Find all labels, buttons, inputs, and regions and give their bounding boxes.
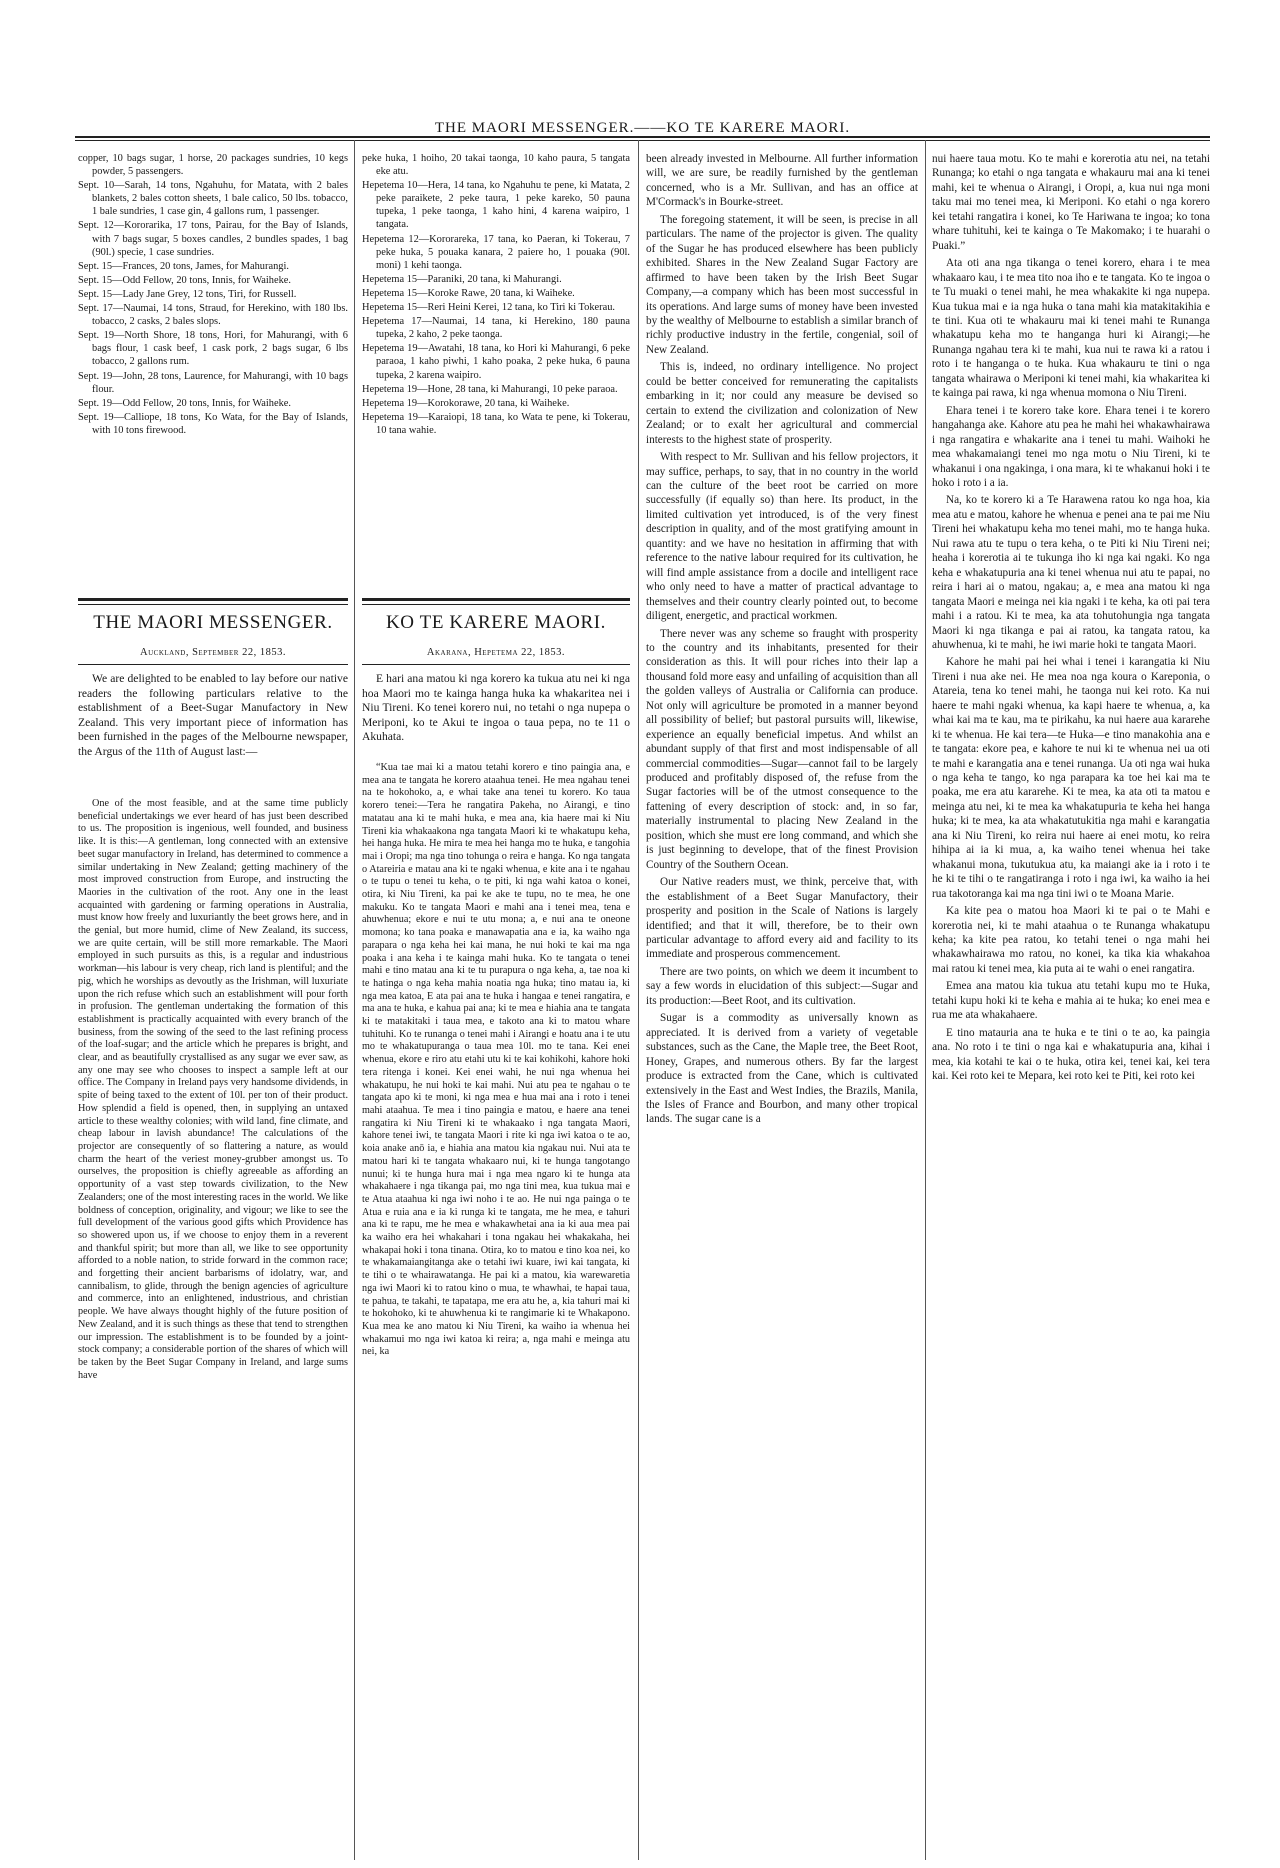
shipping-entry: Sept. 15—Odd Fellow, 20 tons, Innis, for Waiheke. — [78, 274, 292, 286]
dateline-en: Auckland, September 22, 1853. — [140, 647, 286, 658]
shipping-entry: Sept. 15—Frances, 20 tons, James, for Mahurangi. — [78, 260, 289, 272]
column-divider — [925, 140, 926, 1860]
article-paragraph: This is, indeed, no ordinary intelligence. No project could be better conceived for remunerating the capitalists embarking in it; nor could any measure be devised so certain to extend the civilization and colonization of New Zealand; or to exalt her agricultural and commercial interests to the highest state of prosperity. — [646, 361, 918, 446]
masthead-en: THE MAORI MESSENGER. — [93, 612, 333, 633]
shipping-entry: Sept. 19—North Shore, 18 tons, Hori, for Mahurangi, with 6 bags flour, 1 cask beef, 1 cask pork, 2 bags sugar, 6 lbs tobacco, 2 gallons rum. — [78, 330, 348, 368]
shipping-entry: Hepetema 19—Hone, 28 tana, ki Mahurangi, 10 peke paraoa. — [362, 383, 618, 395]
masthead-rule — [78, 604, 348, 605]
article-body-en — [78, 798, 348, 1838]
article-paragraph: E tino matauria ana te huka e te tini o te ao, ka paingia ana. No roto i te tini o nga kai e whakatupuria ana, kihai i mea, kia kotahi te kai o te huka, otira kei, tenei kai, kei tera kai. Kei roto kei te Mepara, kei roto kei te Piti, kei roto kei — [932, 1026, 1210, 1083]
dateline-rule — [362, 664, 630, 665]
shipping-entry: copper, 10 bags sugar, 1 horse, 20 packages sundries, 10 kegs powder, 5 passengers. — [78, 153, 348, 178]
header-rule — [75, 136, 1210, 138]
shipping-entry: Sept. 19—Odd Fellow, 20 tons, Innis, for Waiheke. — [78, 397, 292, 409]
article-paragraph: Sugar is a commodity as universally known as appreciated. It is derived from a variety of vegetable substances, such as the Cane, the Maple tree, the Beet Root, Honey, Grapes, and numerous others. By far the largest produce is extracted from the Cane, which is cultivated extensively in the East and West Indies, the Brazils, Manila, the Isles of France and Bourbon, and many other tropical lands. The sugar cane is a — [646, 1012, 918, 1126]
article-paragraph: There are two points, on which we deem it incumbent to say a few words in elucidation of this subject:—Sugar and its production:—Beet Root, and its cultivation. — [646, 965, 918, 1007]
article-paragraph: Kahore he mahi pai hei whai i tenei i karangatia ki Niu Tireni i nua ake nei. He mea noa nga koura o Kareponia, o Atareia, tena ko tenei mahi, he taonga nui kei roto. Ka nui haere te mahi ngaki whenua, ka kapi haere te whenua, a, ka whai kai ma te kau, ma te pirikahu, ka nui haere aua kararehe ki te whenua. He kai tera—te Huka—e tino manakohia ana e te tangata: ekore pea, e kahore te nui ki te whenua nei ua oti te mahi e karangatia ana e tenei runanga. Ua oti nga wai huka o nga keha te tango, ko nga parapara ka toe hei kai ma te poaka, me era atu kararehe. Ki te mea, ka ata oti ta matou e meinga atu nei, ki te mea ka whakatupuria te keha hei hanga huka; ki te mea, ka ata whakatutukitia nga mahi e karangatia ana ki Niu Tireni, ko reira nui haere ai enei motu, ko reira hihipa ai ia ki mua, a, ka waiho tenei whenua hei take whakanui mona, tukutukua atu, ka maiangi ake ia i roto i te he ki te tihi o te rangatiranga i roto i nga iwi, ka waiho ia hei rua takotoranga kai ma nga tini iwi o te Moana Marie. — [932, 656, 1210, 900]
masthead-mi: KO TE KARERE MAORI. — [385, 612, 607, 633]
article-paragraph: There never was any scheme so fraught with prosperity to the country and its inhabitants, presented for their consideration as this. It will pour riches into their lap a thousand fold more easy and unfailing of acquisition than all the golden valleys of Australia or California can produce. Not only will agriculture be promoted in a manner beyond all possibility of belief; but pastoral pursuits will, likewise, experience an equally beneficial impetus. And whilst an abundant supply of that first and most indispensable of all commercial commodities—Sugar—cannot fail to be largely produced and profitably disposed of, the refuse from the Sugar factories will be of the utmost consequence to the fattening of every description of stock: and, in so far, materially instrumental to placing New Zealand in the position, which she must ere long command, and which she is just beginning to develope, that of the finest Provision Country of the Southern Ocean. — [646, 627, 918, 871]
dateline-mi: Akarana, Hepetema 22, 1853. — [426, 647, 566, 658]
shipping-entry: Sept. 19—John, 28 tons, Laurence, for Mahurangi, with 10 bags flour. — [78, 370, 348, 395]
dateline-rule — [78, 664, 348, 665]
page-header: THE MAORI MESSENGER.——KO TE KARERE MAORI. — [434, 120, 851, 136]
shipping-entry: Hepetema 15—Koroke Rawe, 20 tana, ki Waiheke. — [362, 287, 575, 299]
shipping-entry: Sept. 17—Naumai, 14 tons, Straud, for Herekino, with 180 lbs. tobacco, 2 casks, 2 bales slops. — [78, 303, 348, 328]
article-paragraph: Ehara tenei i te korero take kore. Ehara tenei i te korero hangahanga ake. Kahore atu pea he mahi hei whakawhairawa i nga rangatira e whakarite ana i tenei tu mahi. Waihoki he mea whakamaiangi tenei mo nga motu o Niu Tireni, ki te whakanui i ona ngakinga, i ona mara, ki te whakanui hoki i te hoko i roto i a ia. — [932, 404, 1210, 489]
article-col3-en — [646, 152, 918, 1838]
article-paragraph: been already invested in Melbourne. All further information will, we are sure, be readily furnished by the gentleman concerned, who is a Mr. Sullivan, and has an office at M'Cormack's in Bourke-street. — [646, 153, 918, 209]
article-paragraph: Na, ko te korero ki a Te Harawena ratou ko nga hoa, kia mea atu e matou, kahore he whenua e penei ana te pai me Niu Tireni hei whakatupu keha mo tenei mahi, mo te hanga huka. Nui rawa atu te tupu o tera keha, o te Piti ki Niu Tireni nei; heaha i korerotia ai te tukunga iho ki nga kai ngaki. Ko nga keha e whakatupuria ana ki tenei whenua nui atu te papai, no reira i hari ai o matou, ngakau; a, e mea ana matou ki nga tangata Maori e meinga nei kia ngaki i te keha, ka oti pai tera mahi i a ratou. Ki te mea, ka ata tohutohungia nga tangata Maori ki nga tikanga e pai ai ratou, ka tangata ratou, ka ahuwhenua, ki te mahi, he iwi marie hoki te tangata Maori. — [932, 494, 1210, 651]
article-paragraph: nui haere taua motu. Ko te mahi e korerotia atu nei, na tetahi Runanga; ko etahi o nga tangata e whakauru mai ana ki tenei mahi, kei te whenua o Airangi, i Oropi, a, kua nui nga moni taku mai mo tenei mea, ki Meriponi. Ko etahi o nga korero kei tetahi rangatira i konei, ko Te Hariwana te ingoa; ko tona whare tuhituhi, kei te kainga o Te Makomako; i te huarahi o Puaki.” — [932, 153, 1210, 252]
shipping-entry: Sept. 19—Calliope, 18 tons, Ko Wata, for the Bay of Islands, with 10 tons firewood. — [78, 411, 348, 436]
shipping-list-en — [78, 152, 348, 592]
column-divider — [638, 140, 639, 1860]
article-paragraph: With respect to Mr. Sullivan and his fellow projectors, it may suffice, perhaps, to say, that in no country in the world can the culture of the beet root be carried on more successfully (if equally so) than here. Its product, in the limited cultivation yet introduced, is of the very finest description in quality, and of the most gratifying amount in quantity: and we have no hesitation in affirming that with reference to the native labour required for its cultivation, he will find ample assistance from a docile and intelligent race who only need to have a matter of practical advantage to themselves and their country clearly pointed out, to become diligent, energetic, and practical workmen. — [646, 451, 918, 623]
shipping-entry: Sept. 10—Sarah, 14 tons, Ngahuhu, for Matata, with 2 bales blankets, 2 bales cotton sheets, 1 bale calico, 50 lbs. tobacco, 1 bale sundries, 1 case gin, 4 gallons rum, 1 passenger. — [78, 180, 348, 218]
article-paragraph: “Kua tae mai ki a matou tetahi korero e tino paingia ana, e mea ana te tangata he korero ataahua tenei. He mea ngahau tenei na te hokohoko, a, e whai take ana tenei tu korero. Ko taua korero tenei:—Tera he rangatira Pakeha, no Airangi, e tino matatau ana ki te mahi huka, e mea ana, kia haere mai ki Niu Tireni kia whakaakona nga tangata Maori ki te whakatupu keha, hei hanga huka. He mira te mea hei hanga mo te huka, e tangohia mai i Oropi; ma nga tino tohunga o reira e hanga. Ko nga tangata o Atareiria e matau ana ki te ngaki whenua, e kite ana i te ngahau o te tupu o tenei tu keha, o te piti, ki nga wahi katoa o konei, otira, ki Niu Tireni, ka pai ke ake te tupu, no te mea, he one makuku. Ko te tangata Maori e mahi ana i tenei mea, tena e ahuwhenua; ekore e nui te utu mona; a, e nui ana te oneone momona; ko tana poaka e manawapatia ana e ia, ka waiho nga parapara o nga keha hei kai mana, he nui hoki te kai ma nga poaka i ana keha i te kainga mahi huka. Ko te tangata o tenei mahi e tino matau ana ki te tu purapura o nga keha, a, tae noa ki te hatinga o nga keha mahia noatia nga huka; tino matau ia, ki nga mea katoa, E ata pai ana te huka i hangaa e tenei rangatira, e ma ana te huka, e kahua pai ana; ki te mea e hiahia ana te tangata ki te matakitaki i taua mea, e takoto ana ki to matou whare tuhituhi. Ko te runanga o tenei mahi i Airangi e hoatu ana i te utu mo te whakatupuranga o taua mea 10l. mo te tana. Kei enei whenua, ekore e riro atu etahi utu ki te kai kohikohi, kahore hoki tera ritenga i konei. Kei enei wahi, he nui nga whenua hei whakatupu, he nui hoki te kai mahi. Nui atu pea te ngahau o te tangata apo ki te moni, ki nga mea e hua mai ana i roto i tenei mahi ataahua. Te mea i tino paingia e matou, e haere ana tenei rangatira ki Niu Tireni ki te whakaako i nga tangata Maori, kahore tenei iwi, te tangata Maori i rite ki nga iwi katoa o te ao, koia anake anō ia, e hiahia ana matou kia ngakau nui. Nui ata te matou hari ki te tangata whakaaro nui, ki te hunga tangotango nunui; ki te hunga hura mai i nga mea ngaro ki te hunga ata whakahaere i nga tikanga pai, mo nga tini mea, kua tukua mai e te Atua ataahua ki nga iwi noho i te ao. He nui nga painga o te Atua e ruia ana e ia ki runga ki te tangata, me he mea, e tahuri ana ki te rapu, me he mea e whakawhetai ana ia ki aua mea pai ka waiho era hei whakahari i tona ngakau hei whakakaha, hei whakapai hoki i tona tinana. Otira, ko to matou e tino koa nei, ko te whakamaiangitanga ake o tetahi iwi kuare, iwi kai tangata, ki te tihi o te whairawatanga. He pai ki a matou, kia warewaretia nga iwi Maori ki to ratou kino o mua, te whawhai, te hapai taua, te pahua, te takahi, te tapatapa, me era atu he, a, kia tahuri mai ki te hokohoko, ki te ahuwhenua ki te rangimarie ki te Whakapono. Kua mea ke ano matou ki Niu Tireni, ka waiho ia whenua hei whakamui mo nga iwi katoa ki reira; a, nga mahi e meinga atu nei, ka — [362, 762, 630, 1358]
shipping-entry: Hepetema 15—Paraniki, 20 tana, ki Mahurangi. — [362, 273, 562, 285]
column-divider — [354, 140, 355, 1860]
lead-paragraph-mi: E hari ana matou ki nga korero ka tukua atu nei ki nga hoa Maori mo te kainga hanga huka ka whakaritea nei i Niu Tireni. Ko tenei korero nui, no tetahi o nga nupepa o Meriponi, ko te Akui te ingoa o taua pepa, no te 11 o Akuhata. — [362, 672, 630, 744]
masthead-rule — [78, 598, 348, 601]
shipping-list-mi — [362, 152, 630, 592]
shipping-entry: Sept. 12—Kororarika, 17 tons, Pairau, for the Bay of Islands, with 7 bags sugar, 5 boxes candles, 2 bundles spades, 1 bag (90l.) specie, 1 case sundries. — [78, 220, 348, 258]
article-paragraph: One of the most feasible, and at the same time publicly beneficial undertakings we ever heard of has just been described to us. The proposition is ingenious, well founded, and business like. It is this:—A gentleman, long connected with an extensive beet sugar manufactory in Ireland, has determined to commence a similar undertaking in New Zealand; getting machinery of the most improved construction from Europe, and instructing the Maories in the cultivation of the root. Any one in the least acquainted with gardening or farming operations in Australia, must know how freely and luxuriantly the beet grows here, and in the genial, but more humid, clime of New Zealand, its success, we are quite certain, will be still more remarkable. The Maori employed in such pursuits as this, is a regular and industrious workman—his labour is very cheap, rich land is plentiful; and the pig, which he worships as devoutly as the Irishman, will luxuriate upon the rich refuse which such an establishment will pour forth in profusion. The gentleman undertaking the formation of this establishment is practically acquainted with every branch of the business, from the sowing of the seed to the last refining process of the loaf-sugar; and the article which he prepares is bright, and clear, and as beautifully crystallised as any sugar we ever saw, as any one may see who chooses to inspect a sample left at our office. The Company in Ireland pays very handsome dividends, in spite of being taxed to the extent of 10l. per ton of their product. How splendid a field is opened, then, in supplying an untaxed article to these wealthy colonies; with wild land, fine climate, and cheap labour in lavish abundance! The calculations of the projector are consequently of so flattering a nature, as would charm the heart of the veriest money-grubber amongst us. To ourselves, the proposition is chiefly agreeable as affording an opportunity of a vast step towards civilization, to the New Zealanders; one of the most interesting races in the world. We like boldness of conception, originality, and vigour; we like to see the full development of the various good gifts which Providence has so showered upon us, if we choose to enjoy them in a reverent and thankful spirit; but more than all, we like to see opportunity afforded to a noble nation, to stride forward in the common race; and forgetting their ancient barbarisms of idolatry, war, and cannibalism, to glide, through the benign agencies of agriculture and commerce, into an enlightened, industrious, and christian people. We have always thought highly of the future position of New Zealand, and it is such things as these that tend to strengthen our impression. The establishment is to be founded by a joint-stock company; a considerable portion of the shares of which will be taken by the Beet Sugar Company in Ireland, and large sums have — [78, 798, 348, 1381]
header-rule-thin — [75, 140, 1210, 141]
shipping-entry: Hepetema 15—Reri Heini Kerei, 12 tana, ko Tiri ki Tokerau. — [362, 302, 616, 314]
article-paragraph: Our Native readers must, we think, perceive that, with the establishment of a Beet Sugar Manufactory, their prosperity and position in the Scale of Nations is largely identified; and that it will, therefore, be to their own particular advantage to afford every aid and facility to its immediate and prosperous commencement. — [646, 876, 918, 961]
article-paragraph: The foregoing statement, it will be seen, is precise in all particulars. The name of the projector is given. The quality of the Sugar he has produced elsewhere has been publicly exhibited. Shares in the New Zealand Sugar Factory are affirmed to have been taken by the Irish Beet Sugar Company,—a company which has been most successful in its operations. And large sums of money have been invested by the wealthy of Melbourne to establish a similar branch of richly productive industry in the fertile, congenial, soil of New Zealand. — [646, 213, 918, 356]
shipping-entry: Sept. 15—Lady Jane Grey, 12 tons, Tiri, for Russell. — [78, 288, 297, 300]
shipping-entry: Hepetema 10—Hera, 14 tana, ko Ngahuhu te pene, ki Matata, 2 peke paraikete, 2 peke taura, 1 peke kareko, 50 pauna tupeka, 1 peke taonga, 1 kaho hini, 4 karena waipiro, 1 tangata. — [362, 180, 630, 231]
shipping-entry: Hepetema 12—Kororareka, 17 tana, ko Paeran, ki Tokerau, 7 peke huka, 5 pouaka kanara, 2 paiere ho, 1 pouaka (90l. moni) 1 kehi taonga. — [362, 233, 630, 271]
masthead-rule — [362, 604, 630, 605]
article-body-mi — [362, 762, 630, 1838]
shipping-entry: peke huka, 1 hoiho, 20 takai taonga, 10 kaho paura, 5 tangata eke atu. — [362, 153, 630, 178]
masthead-rule — [362, 598, 630, 601]
shipping-entry: Hepetema 19—Korokorawe, 20 tana, ki Waiheke. — [362, 397, 570, 409]
article-paragraph: Emea ana matou kia tukua atu tetahi kupu mo te Huka, tetahi kupu hoki ki te keha e mahia ai te huka; ko enei mea e rua me ata whakahaere. — [932, 980, 1210, 1022]
article-col4-mi — [932, 152, 1210, 1838]
article-paragraph: Ka kite pea o matou hoa Maori ki te pai o te Mahi e korerotia nei, ki te mahi ataahua o te Runanga whakatupu keha; ka kite pea ratou, ko tetahi tenei o nga mahi hei whakawhairawa mo ratou, no konei, ka tika kia whakahoa mai ratou ki tenei mea, kia puta ai te wahi o enei rangatira. — [932, 905, 1210, 975]
shipping-entry: Hepetema 19—Awatahi, 18 tana, ko Hori ki Mahurangi, 6 peke paraoa, 1 kaho piwhi, 1 kaho poaka, 2 peke huka, 6 pauna tupeka, 2 karena waipiro. — [362, 343, 630, 381]
shipping-entry: Hepetema 17—Naumai, 14 tana, ki Herekino, 180 pauna tupeka, 2 kaho, 2 peke taonga. — [362, 316, 630, 341]
shipping-entry: Hepetema 19—Karaiopi, 18 tana, ko Wata te pene, ki Tokerau, 10 tana wahie. — [362, 411, 630, 436]
lead-paragraph-en: We are delighted to be enabled to lay before our native readers the following particulars relative to the establishment of a Beet-Sugar Manufactory in New Zealand. This very important piece of information has been furnished in the pages of the Melbourne newspaper, the Argus of the 11th of August last:— — [78, 672, 348, 758]
article-paragraph: Ata oti ana nga tikanga o tenei korero, ehara i te mea whakaaro kau, i te mea tito noa iho e te tangata. Ko te ingoa o te Tu muaki o tenei mahi, he mea whakakite ki nga nupepa. Kua tukua mai e ia nga huka o tana mahi kia matakitakihia e te tini. Kua oti te whakauru mai ki tenei mahi te Runanga whakatupu keha mo te hanganga huri ki Airangi;—he Runanga ngahau tera ki te mahi, kua nui te rawa ki a ratou i roto i te hanganga o te huka. Kua whakauru te tini o nga tangata whairawa o Meriponi ki tenei mahi, kia whakaritea ki te kainga pai rawa, ki nga whenua momona o Niu Tireni. — [932, 257, 1210, 400]
